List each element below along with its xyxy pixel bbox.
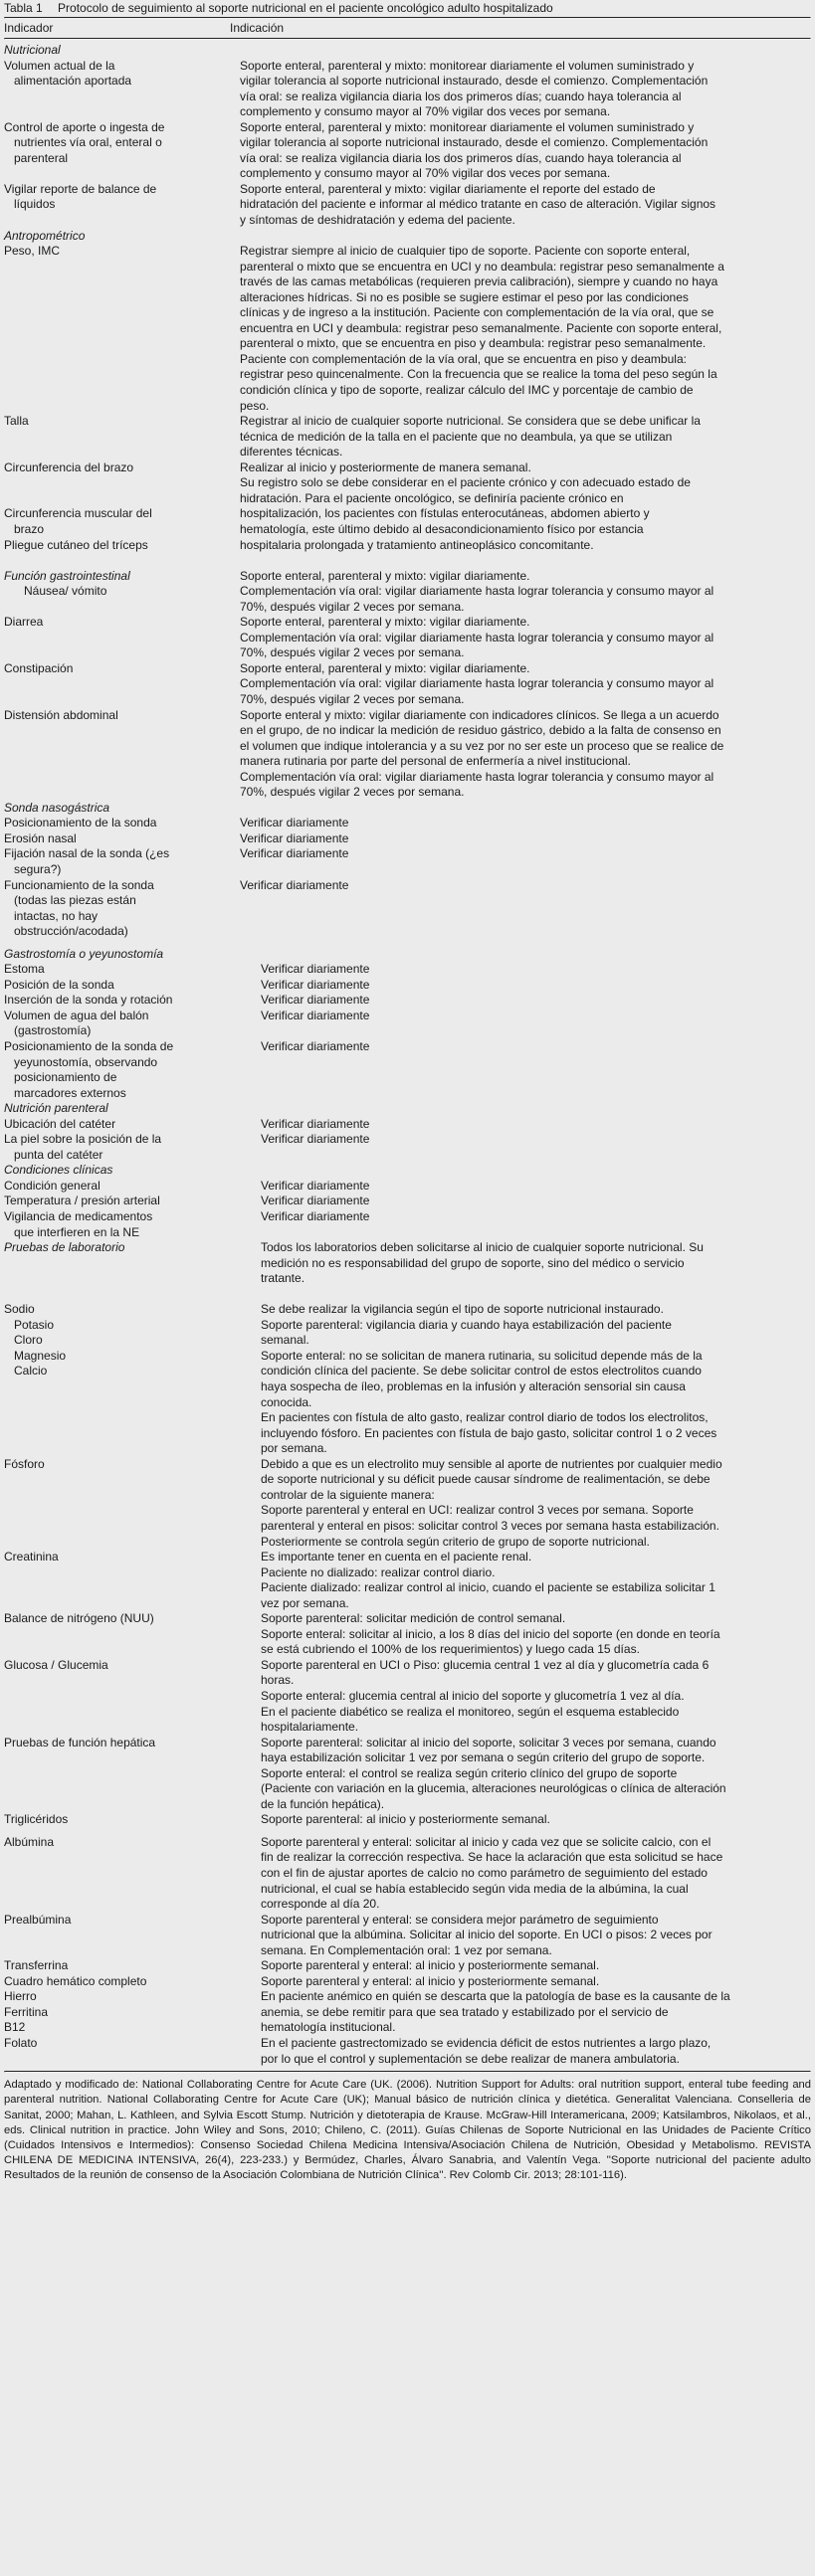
indication-cell: Verificar diariamente xyxy=(261,962,370,977)
indication-cell: Verificar diariamente xyxy=(261,993,370,1008)
indicator-cell: Cuadro hemático completo xyxy=(4,1973,147,1988)
indication-cell: Soporte enteral, parenteral y mixto: monitorear diariamente el volumen suministrado y vigilar tolerancia al soporte nutricional instaurado, desde el comienzo. Complementación vía oral: se realiza vigilancia diaria los dos primeros días, cuando haya tolerancia al complemento y consumo mayor al 70% vigilar dos veces por semana. xyxy=(240,119,709,181)
indicator-label: Calcio xyxy=(14,1364,48,1379)
table-row xyxy=(4,1009,811,1039)
indicator-cell: Volumen actual de la alimentación aportada xyxy=(4,58,132,89)
indication-cell: Registrar al inicio de cualquier soporte nutricional. Se considera que se debe unificar la técnica de medición de la talla en el paciente que no deambula, ya que se utilizan diferentes técnicas. xyxy=(240,414,701,460)
indication-cell: Realizar al inicio y posteriormente de manera semanal. Su registro solo se debe considerar en el paciente crónico y con adecuado estado de hidratación. Para el paciente oncológico, se definiría paciente crónico en hospitalización, los pacientes con fístulas enterocutáneas, abdomen abierto y hematología, este último debido al desacondicionamiento físico por estancia hospitalaria prolongada y tratamiento antineoplásico concomitante. xyxy=(240,460,691,552)
indicator-cell: Volumen de agua del balón (gastrostomía) xyxy=(4,1008,149,1038)
indication-cell: Soporte parenteral y enteral: al inicio y posteriormente semanal. xyxy=(261,1958,600,1973)
indicator-cell: Triglicéridos xyxy=(4,1812,69,1827)
indication-cell: Verificar diariamente xyxy=(261,1116,370,1131)
indicator-cell: Erosión nasal xyxy=(4,830,77,845)
indicator-cell: Funcionamiento de la sonda (todas las piezas están intactas, no hay obstrucción/acodada) xyxy=(4,877,154,939)
section-heading-row xyxy=(4,947,811,963)
table-row xyxy=(4,708,811,801)
table-body xyxy=(4,40,811,2071)
table-row xyxy=(4,1209,811,1240)
table-row xyxy=(4,1132,811,1163)
table-row xyxy=(4,244,811,414)
table-caption xyxy=(4,0,811,17)
indicator-label: Potasio xyxy=(14,1317,55,1332)
indicator-cell xyxy=(4,1240,261,1287)
indicator-label: Magnesio xyxy=(14,1348,67,1363)
indicator-cell: Diarrea xyxy=(4,615,44,630)
indication-cell: Soporte enteral y mixto: vigilar diariamente con indicadores clínicos. Se llega a un acuerdo en el grupo, de no indicar la medición de residuo gástrico, debido a la falta de consenso en el volumen que indique intolerancia y a su vez por no ser este un proceso que se realice de manera rutinaria por parte del personal de enfermería a nivel institucional. Complementación vía oral: vigilar diariamente hasta lograr tolerancia y consumo mayor al 70%, después vigilar 2 veces por semana. xyxy=(240,707,724,800)
table-row xyxy=(4,816,811,831)
table-row xyxy=(4,1658,811,1736)
indicator-label: B12 xyxy=(4,2020,26,2035)
indicator-cell: Fósforo xyxy=(4,1456,45,1471)
table-row xyxy=(4,1989,811,2067)
table-row xyxy=(4,120,811,182)
indicator-cell: Talla xyxy=(4,414,29,429)
indication-cell: Verificar diariamente xyxy=(261,1209,370,1224)
indication-cell: Debido a que es un electrolito muy sensible al aporte de nutrientes por cualquier medio de soporte nutricional y su déficit puede causar síndrome de realimentación, se debe controlar de la siguiente manera: Soporte parenteral y enteral en UCI: realizar control 3 veces por semana. Soporte parenteral y enteral en pisos: solicitar control 3 veces por semana hasta estabilización. Posteriormente se controla según criterio de grupo de soporte nutricional. xyxy=(261,1456,722,1549)
table-row xyxy=(4,569,811,616)
table-row xyxy=(4,615,811,661)
indication-cell: Verificar diariamente xyxy=(240,846,349,861)
table-row xyxy=(4,1117,811,1133)
section-heading: Función gastrointestinal xyxy=(4,568,130,583)
indicator-cell: Posición de la sonda xyxy=(4,977,114,992)
indicator-group xyxy=(4,1302,261,1456)
section-heading-row xyxy=(4,43,811,59)
table-title: Protocolo de seguimiento al soporte nutricional en el paciente oncológico adulto hospitalizado xyxy=(58,1,553,15)
indicator-cell: Temperatura / presión arterial xyxy=(4,1194,160,1208)
indicator-cell: Balance de nitrógeno (NUU) xyxy=(4,1611,154,1626)
indicator-cell: Glucosa / Glucemia xyxy=(4,1657,108,1672)
section-heading-row xyxy=(4,229,811,245)
table-row xyxy=(4,1974,811,1990)
indication-cell: Soporte parenteral: solicitar al inicio del soporte, solicitar 3 veces por semana, cuando haya estabilización solicitar 1 vez por semana o según criterio del grupo de soporte. Soporte enteral: el control se realiza según criterio clínico del grupo de soporte (Paciente con variación en la glucemia, alteraciones neurológicas o clínica de alteración de la función hepática). xyxy=(261,1735,726,1811)
indication-cell: Verificar diariamente xyxy=(261,1039,370,1053)
table-row xyxy=(4,1958,811,1974)
table-row xyxy=(4,414,811,460)
indication-cell: Verificar diariamente xyxy=(240,877,349,892)
table-row xyxy=(4,1913,811,1959)
indication-cell: Registrar siempre al inicio de cualquier tipo de soporte. Paciente con soporte enteral, parenteral o mixto que se encuentra en UCI y no deambula: registrar peso semanalmente a través de las camas metabólicas (requieren previa calibración), siempre y cuando no haya alteraciones hídricas. Si no es posible se sugiere estimar el peso por las condiciones clínicas y de ingreso a la institución. Paciente con complementación de la vía oral, que se encuentra en UCI y deambula: registrar peso semanalmente. Paciente con soporte enteral, parenteral o mixto, que se encuentra en piso y deambula: registrar peso semanalmente. Paciente con complementación de la vía oral, que se encuentra en piso y deambula: registrar peso quincenalmente. Con la frecuencia que se realice la toma del peso según la condición clínica y tipo de soporte, realizar cálculo del IMC y porcentaje de cambio de peso. xyxy=(240,244,724,413)
indicator-cell: Posicionamiento de la sonda de yeyunostomía, observando posicionamiento de marcadores externos xyxy=(4,1039,174,1100)
table-row xyxy=(4,59,811,120)
indication-cell: Verificar diariamente xyxy=(261,1132,370,1147)
table-row xyxy=(4,993,811,1009)
indication-cell: Verificar diariamente xyxy=(261,1194,370,1208)
section-heading: Nutricional xyxy=(4,43,61,57)
indication-cell: Verificar diariamente xyxy=(261,1008,370,1022)
indication-cell: Soporte parenteral y enteral: se considera mejor parámetro de seguimiento nutricional que la albúmina. Solicitar al inicio del soporte. En UCI o pisos: 2 veces por semana. En Complementación oral: 1 vez por semana. xyxy=(261,1912,713,1957)
table-row xyxy=(4,1039,811,1101)
indicator-label: Náusea/ vómito xyxy=(24,584,107,599)
table-header xyxy=(4,19,811,38)
table-row xyxy=(4,962,811,978)
table-row xyxy=(4,1240,811,1287)
indicator-cell: La piel sobre la posición de la punta del catéter xyxy=(4,1132,162,1162)
indicator-cell: Ubicación del catéter xyxy=(4,1116,116,1131)
indicator-cell: Vigilar reporte de balance de líquidos xyxy=(4,181,157,212)
indication-cell: Soporte enteral, parenteral y mixto: vigilar diariamente. Complementación vía oral: vigilar diariamente hasta lograr tolerancia y consumo mayor al 70%, después vigilar 2 veces por semana. xyxy=(240,615,714,660)
section-heading: Sonda nasogástrica xyxy=(4,800,110,815)
indication-cell: Verificar diariamente xyxy=(261,977,370,992)
section-heading: Antropométrico xyxy=(4,228,86,243)
table-row xyxy=(4,1457,811,1550)
table-row xyxy=(4,831,811,847)
table-row xyxy=(4,878,811,940)
indicator-cell: Vigilancia de medicamentos que interfieren en la NE xyxy=(4,1209,153,1239)
table-row xyxy=(4,460,811,553)
table-row xyxy=(4,978,811,994)
indicator-label: Ferritina xyxy=(4,2004,49,2019)
indication-cell: Soporte enteral, parenteral y mixto: vigilar diariamente el reporte del estado de hidratación del paciente e informar al médico tratante en caso de alteración. Vigilar signos y síntomas de deshidratación y edema del paciente. xyxy=(240,181,716,228)
indicator-cell: Albúmina xyxy=(4,1834,55,1849)
header-indicador: Indicador xyxy=(4,20,54,35)
section-heading-row xyxy=(4,801,811,817)
table-row xyxy=(4,1611,811,1658)
indicator-group xyxy=(4,1989,261,2067)
indicator-label: Circunferencia del brazo xyxy=(4,460,134,474)
indication-cell: Verificar diariamente xyxy=(240,816,349,830)
table-row xyxy=(4,1194,811,1209)
indicator-cell: Peso, IMC xyxy=(4,244,61,259)
table-row xyxy=(4,846,811,877)
indication-cell: Todos los laboratorios deben solicitarse al inicio de cualquier soporte nutricional. Su medición no es responsabilidad del grupo de soporte, sino del médico o servicio tratante. xyxy=(261,1240,704,1286)
indication-cell: Soporte parenteral y enteral: solicitar al inicio y cada vez que se solicite calcio, con el fin de realizar la corrección respectiva. Se hace la aclaración que esta solicitud se hace con el fin de ajustar aportes de calcio no como parámetro de seguimiento del estado nutricional, el cual se había establecido según vida media de la albúmina, la cual corresponde al día 20. xyxy=(261,1834,723,1912)
table-number: Tabla 1 xyxy=(4,1,43,15)
indicator-cell: Inserción de la sonda y rotación xyxy=(4,993,173,1008)
indicator-label: Circunferencia muscular del brazo xyxy=(4,506,152,536)
indication-cell: Soporte parenteral y enteral: al inicio y posteriormente semanal. xyxy=(261,1973,600,1988)
indicator-cell xyxy=(4,569,240,616)
indicator-label: Hierro xyxy=(4,1989,37,2004)
indication-cell: Soporte parenteral: solicitar medición de control semanal. Soporte enteral: solicitar al inicio, a los 8 días del inicio del soporte (en donde en teoría se está cubriendo el 100% de los requerimientos) y luego cada 15 días. xyxy=(261,1611,720,1657)
section-heading-row xyxy=(4,1163,811,1179)
indicator-cell: Estoma xyxy=(4,962,45,977)
indicator-cell: Posicionamiento de la sonda xyxy=(4,816,157,830)
indicator-cell: Creatinina xyxy=(4,1550,59,1564)
section-heading: Nutrición parenteral xyxy=(4,1101,108,1116)
indication-cell: Verificar diariamente xyxy=(240,830,349,845)
section-heading: Pruebas de laboratorio xyxy=(4,1240,125,1255)
indicator-label: Folato xyxy=(4,2036,38,2050)
indication-cell: Soporte enteral, parenteral y mixto: vigilar diariamente. Complementación vía oral: vigilar diariamente hasta lograr tolerancia y consumo mayor al 70%, después vigilar 2 veces por semana. xyxy=(240,660,714,706)
indicator-group xyxy=(4,460,240,553)
table-row xyxy=(4,1550,811,1611)
indication-cell: Se debe realizar la vigilancia según el tipo de soporte nutricional instaurado. Soporte parenteral: vigilancia diaria y cuando haya estabilización del paciente semanal. Soporte enteral: no se solicitan de manera rutinaria, su solicitud depende más de la condición clínica del paciente. Se debe solicitar control de estos electrolitos cuando haya sospecha de íleo, problemas en la infusión y alteración sensorial sin causa conocida. En pacientes con fístula de alto gasto, realizar control diario de todos los electrolitos, incluyendo fósforo. En pacientes con fístula de bajo gasto, solicitar control 1 o 2 veces por semana. xyxy=(261,1302,717,1456)
indicator-cell: Transferrina xyxy=(4,1958,69,1973)
section-heading-row xyxy=(4,1101,811,1117)
indicator-cell: Condición general xyxy=(4,1178,101,1193)
indicator-cell: Prealbúmina xyxy=(4,1912,72,1927)
indicator-cell: Pruebas de función hepática xyxy=(4,1735,156,1749)
indication-cell: Soporte enteral, parenteral y mixto: monitorear diariamente el volumen suministrado y vigilar tolerancia al soporte nutricional instaurado, desde el comienzo. Complementación vía oral: se realiza vigilancia diaria los dos primeros días; cuando haya tolerancia al complemento y consumo mayor al 70% vigilar dos veces por semana. xyxy=(240,58,709,119)
indication-cell: En paciente anémico en quién se descarta que la patología de base es la causante de la anemia, se debe remitir para que sea tratado y estabilizado por el servicio de hematología institucional. En el paciente gastrectomizado se evidencia déficit de estos nutrientes a largo plazo, por lo que el control y suplementación se debe realizar de manera ambulatoria. xyxy=(261,1989,730,2066)
section-heading: Gastrostomía o yeyunostomía xyxy=(4,946,164,961)
indication-cell: Es importante tener en cuenta en el paciente renal. Paciente no dializado: realizar control diario. Paciente dializado: realizar control al inicio, cuando el paciente se estabiliza solicitar 1 vez por semana. xyxy=(261,1550,715,1610)
indicator-label: Pliegue cutáneo del tríceps xyxy=(4,537,148,552)
indication-cell: Soporte parenteral: al inicio y posteriormente semanal. xyxy=(261,1812,550,1827)
indicator-cell: Constipación xyxy=(4,660,74,675)
section-heading: Condiciones clínicas xyxy=(4,1163,113,1178)
indicator-label: Sodio xyxy=(4,1302,35,1317)
table-row xyxy=(4,1812,811,1828)
table-row xyxy=(4,1179,811,1195)
table-row xyxy=(4,661,811,708)
table-row xyxy=(4,1736,811,1813)
indicator-cell: Distensión abdominal xyxy=(4,707,118,722)
table-row xyxy=(4,1835,811,1913)
table-row xyxy=(4,1302,811,1456)
indicator-cell: Fijación nasal de la sonda (¿es segura?) xyxy=(4,846,170,876)
indicator-cell: Control de aporte o ingesta de nutrientes vía oral, enteral o parenteral xyxy=(4,119,165,165)
indication-cell: Soporte parenteral en UCI o Piso: glucemia central 1 vez al día y glucometría cada 6 horas. Soporte enteral: glucemia central al inicio del soporte y glucometría 1 vez al día. En el paciente diabético se realiza el monitoreo, según el esquema establecido hospitalariamente. xyxy=(261,1657,710,1735)
header-indicacion: Indicación xyxy=(230,20,285,35)
table-row xyxy=(4,182,811,229)
indicator-label: Cloro xyxy=(14,1333,43,1348)
indication-cell: Soporte enteral, parenteral y mixto: vigilar diariamente. Complementación vía oral: vigilar diariamente hasta lograr tolerancia y consumo mayor al 70%, después vigilar 2 veces por semana. xyxy=(240,568,714,614)
indication-cell: Verificar diariamente xyxy=(261,1178,370,1193)
table-footnote: Adaptado y modificado de: National Collaborating Centre for Acute Care (UK. (2006). Nutrition Support for Adults: oral nutrition support, enteral tube feeding and parenteral nutrition. National Collaborating Centre for Acute Care (UK); Manual básico de nutrición clínica y dietética. Generalitat Valenciana. Conselleria de Sanitat, 2000; Mahan, L. Kathleen, and Sylvia Escott Stump. Nutrición y dietoterapia de Krause. McGraw-Hill Interamericana, 2009; Katsilambros, Nikolaos, et al., eds. Clinical nutrition in practice. John Wiley and Sons, 2010; Chileno, C. (2011). Guías Chilenas de Soporte Nutricional en las Unidades de Paciente Crítico (Cuidados Intensivos e Intermedios): Consenso Sociedad Chilena Medicina Intensiva/Asociación Chilena de Nutrición, Obesidad y Metabolismo. REVISTA CHILENA DE MEDICINA INTENSIVA, 26(4), 223-233.) y Bermúdez, Charles, Álvaro Sanabria, and Valentín Vega. ''Soporte nutricional del paciente adulto Resultados de la reunión de consenso de la Asociación Colombiana de Nutrición Clínica''. Rev Colomb Cir. 2013; 28:101-116). xyxy=(4,2079,811,2182)
